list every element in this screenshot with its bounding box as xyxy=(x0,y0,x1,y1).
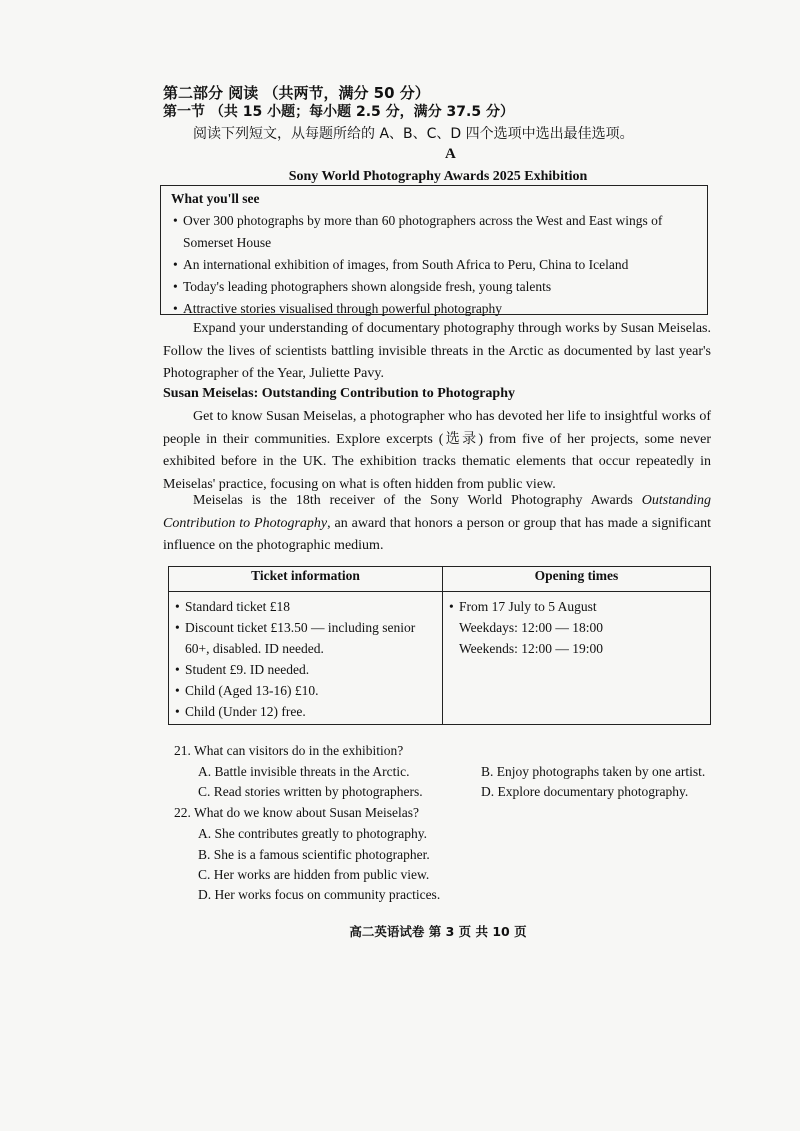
award-text-b: , an award that honors a person or group that has made a significant influence on the photographic medium. xyxy=(163,515,711,553)
q22-option-b[interactable]: B. She is a famous scientific photographer. xyxy=(198,847,430,862)
passage-letter: A xyxy=(445,146,456,162)
q22-option-c[interactable]: C. Her works are hidden from public view. xyxy=(198,867,430,882)
part-title: 第二部分 阅读 （共两节，满分 50 分） xyxy=(163,84,430,102)
see-item: • Today's leading photographers shown alongside fresh, young talents xyxy=(173,276,697,298)
meiselas-subheading: Susan Meiselas: Outstanding Contribution to Photography xyxy=(163,386,516,401)
opening-weekdays: Weekdays: 12:00 — 18:00 xyxy=(459,620,604,635)
what-youll-see-box xyxy=(160,185,708,315)
opening-cell xyxy=(443,592,711,725)
q22-option-d[interactable]: D. Her works focus on community practices. xyxy=(198,887,441,902)
instruction: 阅读下列短文，从每题所给的 A、B、C、D 四个选项中选出最佳选项。 xyxy=(193,126,634,142)
see-item: • Attractive stories visualised through powerful photography xyxy=(173,298,697,320)
award-text-a: Meiselas is the 18th receiver of the Sony World Photography Awards xyxy=(193,493,642,508)
opening-weekends: Weekends: 12:00 — 19:00 xyxy=(459,641,604,656)
ticket-discount-cont: 60+, disabled. ID needed. xyxy=(185,641,324,656)
page-footer: 高二英语试卷 第 3 页 共 10 页 xyxy=(349,924,527,939)
ticket-table xyxy=(168,566,711,725)
ticket-student: • Student £9. ID needed. xyxy=(175,659,436,680)
q21-option-d[interactable]: D. Explore documentary photography. xyxy=(481,784,689,799)
ticket-child-young: • Child (Under 12) free. xyxy=(175,701,436,722)
q21-stem: 21. What can visitors do in the exhibition? xyxy=(174,743,404,758)
q21-option-a[interactable]: A. Battle invisible threats in the Arctic. xyxy=(198,764,410,779)
see-item: • An international exhibition of images, from South Africa to Peru, China to Iceland xyxy=(173,254,697,276)
opening-header: Opening times xyxy=(443,567,711,592)
ticket-header: Ticket information xyxy=(169,567,443,592)
opening-list xyxy=(449,596,704,617)
exhibition-title: Sony World Photography Awards 2025 Exhibition xyxy=(288,169,588,184)
ticket-standard: • Standard ticket £18 xyxy=(175,596,436,617)
ticket-cell xyxy=(169,592,443,725)
q21-option-c[interactable]: C. Read stories written by photographers. xyxy=(198,784,423,799)
meiselas-paragraph: Get to know Susan Meiselas, a photographer who has devoted her life to insightful works of people in their communities. Explore excerpts (选录) from five of her projects, some never exhibited before in the UK. The exhibition tracks thematic elements that occur repeatedly in Meiselas' practice, focusing on what is often hidden from public view. xyxy=(163,409,711,492)
see-list xyxy=(173,210,697,320)
q21-option-b[interactable]: B. Enjoy photographs taken by one artist. xyxy=(481,764,706,779)
ticket-discount: • Discount ticket £13.50 — including senior xyxy=(175,617,436,638)
q22-option-a[interactable]: A. She contributes greatly to photography. xyxy=(198,826,427,841)
award-name: Outstanding Contribution to Photography xyxy=(163,493,711,531)
intro-paragraph: Expand your understanding of documentary photography through works by Susan Meiselas. Follow the lives of scientists battling invisible threats in the Arctic as documented by last year's Photographer of the Year, Juliette Pavy. xyxy=(163,321,711,381)
opening-period: • From 17 July to 5 August xyxy=(449,596,704,617)
see-item: • Over 300 photographs by more than 60 photographers across the West and East wings of Somerset House xyxy=(173,210,697,254)
q22-stem: 22. What do we know about Susan Meiselas? xyxy=(174,805,419,820)
ticket-list xyxy=(175,596,436,722)
section-title: 第一节 （共 15 小题；每小题 2.5 分，满分 37.5 分） xyxy=(163,104,514,120)
ticket-child-teen: • Child (Aged 13-16) £10. xyxy=(175,680,436,701)
award-paragraph xyxy=(163,490,711,558)
see-heading: What you'll see xyxy=(171,191,260,206)
